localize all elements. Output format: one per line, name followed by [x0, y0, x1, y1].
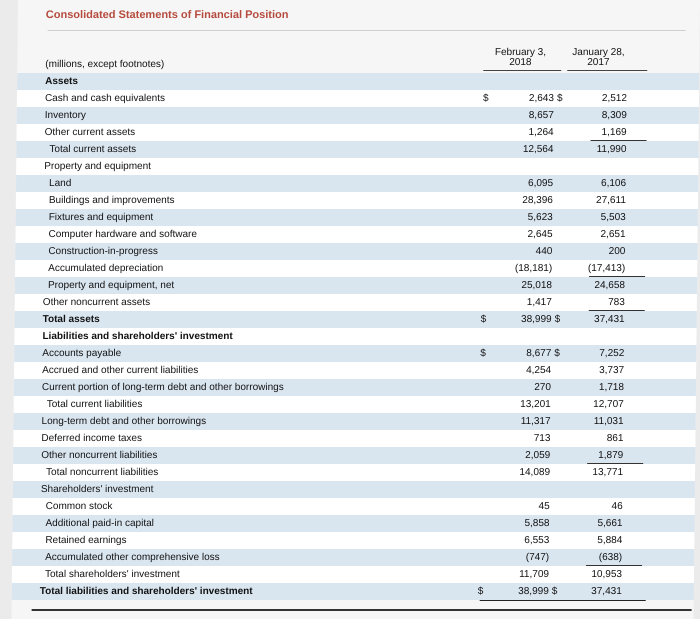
financial-table [12, 73, 700, 600]
value-2018: 5,858 [524, 518, 550, 529]
row-label: Additional paid-in capital [45, 518, 154, 529]
value-2018: 38,999 [521, 314, 552, 325]
row-label: Accumulated other comprehensive loss [45, 552, 220, 563]
row-label: Long-term debt and other borrowings [41, 416, 207, 427]
row-label: Deferred income taxes [41, 433, 143, 444]
value-2018: 14,089 [519, 467, 551, 478]
table-row [17, 73, 699, 90]
row-label: Accounts payable [42, 348, 122, 359]
table-row [16, 192, 698, 209]
value-2017: 27,611 [595, 195, 626, 206]
row-label: Inventory [44, 110, 86, 121]
value-2017: 11,031 [593, 416, 624, 427]
currency-symbol: $ [480, 348, 486, 359]
value-2017: 5,503 [600, 212, 626, 223]
row-label: Shareholders' investment [40, 484, 154, 495]
table-row [15, 260, 697, 277]
value-2018: 28,396 [522, 195, 553, 206]
value-2018: 5,623 [527, 212, 553, 223]
table-row [12, 566, 694, 583]
value-2017: 6,106 [600, 178, 627, 189]
column-header-2017: January 28, 2017 [572, 47, 625, 68]
row-label: Current portion of long-term debt and other borrowings [41, 382, 284, 393]
value-2018: 1,264 [528, 127, 554, 138]
value-2017: 13,771 [592, 467, 624, 478]
row-label: Cash and cash equivalents [44, 93, 166, 104]
value-2018: 4,254 [526, 365, 552, 376]
row-label: Total noncurrent liabilities [45, 467, 159, 478]
value-2018: (747) [525, 552, 550, 563]
row-label: Computer hardware and software [48, 229, 198, 240]
value-2017: 2,651 [600, 229, 626, 240]
value-2018: 6,553 [524, 535, 550, 546]
units-label: (millions, except footnotes) [45, 59, 165, 70]
table-row [15, 226, 697, 243]
table-row [13, 464, 695, 481]
table-row [13, 498, 695, 515]
table-row [17, 107, 699, 124]
column-header-2018: February 3, 2018 [494, 47, 547, 68]
table-row [13, 413, 695, 430]
value-2018: 2,059 [525, 450, 551, 461]
value-2017: 10,953 [591, 569, 623, 580]
value-2017: 5,661 [597, 518, 623, 529]
row-label: Property and equipment [44, 161, 152, 172]
row-label: Construction-in-progress [48, 246, 158, 257]
table-row [14, 379, 696, 396]
row-label: Other noncurrent liabilities [41, 450, 158, 461]
value-2017: 8,309 [601, 110, 627, 121]
value-2017: 37,431 [594, 314, 625, 325]
table-row [15, 277, 697, 294]
row-label: Common stock [45, 501, 113, 512]
value-2017: 24,658 [594, 280, 626, 291]
row-label: Other current assets [44, 127, 136, 138]
table-row [16, 175, 698, 192]
row-label: Assets [45, 76, 79, 87]
table-row [14, 362, 696, 379]
row-label: Land [49, 178, 72, 189]
value-2017: 783 [608, 297, 625, 308]
header-rule-2018 [483, 70, 561, 71]
currency-symbol: $ [554, 348, 560, 359]
value-2018: 13,201 [520, 399, 551, 410]
currency-symbol: $ [556, 93, 563, 104]
row-label: Accumulated depreciation [48, 263, 164, 274]
statement-title: Consolidated Statements of Financial Position [45, 9, 289, 21]
value-2018: 270 [534, 382, 551, 393]
value-2018: 440 [535, 246, 553, 257]
title-divider [48, 30, 686, 31]
value-2018: 713 [533, 433, 551, 444]
row-label: Total current liabilities [46, 399, 143, 410]
value-2018: 6,095 [527, 178, 554, 189]
table-row [15, 294, 697, 311]
table-row [13, 447, 695, 464]
value-2018: 45 [538, 501, 550, 512]
row-label: Total assets [42, 314, 100, 325]
value-2018: 2,643 [528, 93, 555, 104]
value-2018: 11,709 [519, 569, 550, 580]
value-2017: (17,413) [587, 263, 626, 274]
table-row [12, 515, 694, 532]
table-row [17, 124, 699, 141]
value-2017: 7,252 [599, 348, 625, 359]
table-row [13, 481, 695, 498]
table-row [12, 549, 694, 566]
value-2018: 1,417 [526, 297, 552, 308]
value-2017: 1,718 [598, 382, 624, 393]
value-2017: 1,879 [598, 450, 624, 461]
table-row [16, 141, 698, 158]
row-label: Fixtures and equipment [48, 212, 154, 223]
table-row [12, 583, 694, 600]
row-label: Property and equipment, net [47, 280, 175, 291]
currency-symbol: $ [480, 314, 487, 325]
value-2017: 861 [606, 433, 624, 444]
value-2017: 200 [608, 246, 626, 257]
currency-symbol: $ [482, 93, 489, 104]
value-2017: 46 [611, 501, 623, 512]
value-2017: 2,512 [601, 93, 628, 104]
table-row [16, 158, 698, 175]
table-row [15, 311, 697, 328]
currency-symbol: $ [477, 586, 484, 597]
row-label: Other noncurrent assets [42, 297, 151, 308]
currency-symbol: $ [554, 314, 561, 325]
value-2017: (638) [598, 552, 623, 563]
table-bottom-rule [32, 609, 692, 611]
value-2017: 12,707 [593, 399, 624, 410]
table-row [15, 243, 697, 260]
value-2017: 3,737 [599, 365, 625, 376]
currency-symbol: $ [551, 586, 558, 597]
row-label: Liabilities and shareholders' investment [42, 331, 233, 342]
value-2018: 12,564 [522, 144, 554, 155]
value-2017: 11,990 [596, 144, 627, 155]
value-2018: 25,018 [521, 280, 553, 291]
value-2017: 5,884 [597, 535, 623, 546]
table-row [14, 396, 696, 413]
row-label: Buildings and improvements [48, 195, 175, 206]
row-label: Total liabilities and shareholders' investment [39, 586, 253, 597]
header-rule-2017 [567, 70, 647, 71]
value-2018: 8,677 [526, 348, 552, 359]
table-row [17, 90, 699, 107]
row-label: Retained earnings [45, 535, 127, 546]
table-row [13, 430, 695, 447]
table-row [16, 209, 698, 226]
value-2017: 1,169 [601, 127, 627, 138]
table-row [14, 345, 696, 362]
row-label: Total current assets [49, 144, 137, 155]
value-2018: (18,181) [514, 263, 553, 274]
value-2018: 8,657 [528, 110, 554, 121]
value-2018: 2,645 [527, 229, 553, 240]
value-2018: 38,999 [518, 586, 549, 597]
row-label: Accrued and other current liabilities [42, 365, 199, 376]
table-row [14, 328, 696, 345]
value-2017: 37,431 [591, 586, 622, 597]
table-row [12, 532, 694, 549]
value-2018: 11,317 [520, 416, 551, 427]
row-label: Total shareholders' investment [44, 569, 180, 580]
column-header [17, 45, 699, 71]
statement-page [12, 0, 700, 619]
